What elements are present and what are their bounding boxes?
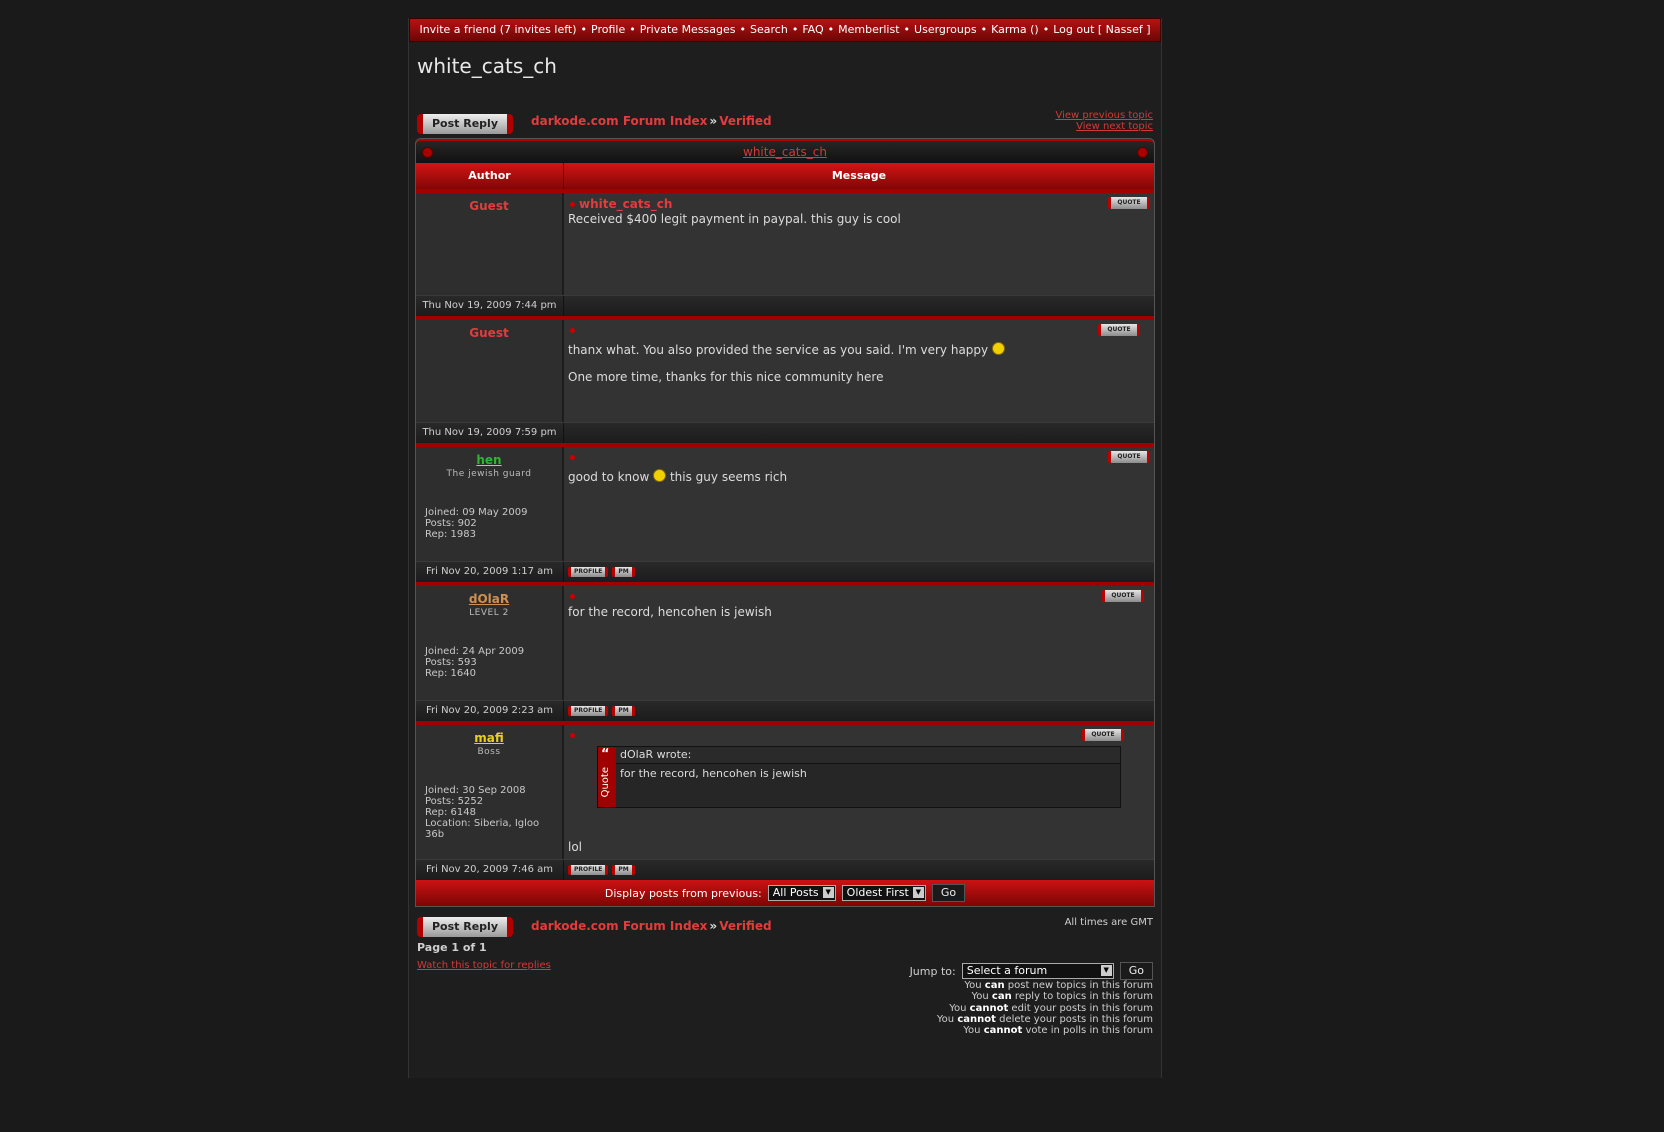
post-reply-button[interactable]: Post Reply	[417, 114, 513, 134]
quote-button[interactable]: QUOTE	[1098, 324, 1140, 336]
topic-navigation	[1055, 110, 1153, 132]
user-posts: Posts: 593	[425, 657, 477, 668]
topic-titlebar	[416, 139, 1154, 163]
display-label: Display posts from previous:	[604, 886, 762, 900]
quote-sidebar	[598, 747, 616, 807]
post-date: Thu Nov 19, 2009 7:44 pm	[416, 296, 564, 316]
permission-line	[937, 1003, 1153, 1014]
user-posts: Posts: 5252	[425, 796, 484, 807]
nav-usergroups[interactable]: Usergroups	[914, 23, 977, 36]
perm-rest: reply to topics in this forum	[1014, 991, 1153, 1003]
jump-forum-value: Select a forum	[966, 964, 1048, 977]
pm-button[interactable]: PM	[612, 567, 634, 577]
view-previous-topic-link[interactable]: View previous topic	[1055, 110, 1153, 121]
jump-forum-select[interactable]	[962, 963, 1114, 979]
user-rank: Boss	[477, 747, 501, 757]
perm-you: You	[971, 991, 989, 1003]
user-info	[425, 785, 553, 840]
post-author-cell	[416, 320, 564, 422]
post-row	[416, 316, 1154, 422]
post-author-cell	[416, 725, 564, 859]
nav-logout[interactable]: Log out [ Nassef ]	[1053, 23, 1151, 36]
post-reply-button-bottom[interactable]: Post Reply	[417, 917, 513, 937]
author-name-text: hen	[476, 453, 502, 467]
post-author-cell	[416, 447, 564, 561]
jump-go-button[interactable]: Go	[1120, 962, 1153, 980]
post-footer	[416, 561, 1154, 582]
post-date: Fri Nov 20, 2009 7:46 am	[416, 860, 564, 880]
pm-button[interactable]: PM	[612, 706, 634, 716]
user-joined: Joined: 09 May 2009	[425, 507, 528, 518]
post-date: Fri Nov 20, 2009 1:17 am	[416, 562, 564, 582]
post-author-name: Guest	[469, 199, 509, 213]
breadcrumb-separator: »	[709, 114, 718, 128]
page-container	[408, 18, 1162, 1078]
display-go-button[interactable]: Go	[932, 884, 965, 902]
jump-to	[910, 962, 1153, 980]
post-row	[416, 189, 1154, 295]
post-bullet-icon	[570, 202, 575, 207]
post-row	[416, 721, 1154, 859]
quote-body	[616, 747, 1120, 807]
timezone-note: All times are GMT	[1064, 917, 1153, 928]
post-text: for the record, hencohen is jewish	[568, 605, 772, 619]
profile-button[interactable]: PROFILE	[568, 567, 608, 577]
breadcrumb	[531, 114, 772, 128]
pm-button[interactable]: PM	[612, 865, 634, 875]
quote-block	[597, 746, 1121, 808]
view-next-topic-link[interactable]: View next topic	[1076, 121, 1153, 132]
top-navigation: Invite a friend (7 invites left) • Profile • Private Messages • Search • FAQ • Memberlist • Usergroups • Karma () • Log out [ Nassef ]	[409, 18, 1161, 42]
post-text: good to know	[568, 470, 650, 484]
post-subject: white_cats_ch	[579, 197, 673, 211]
perm-verb: can	[991, 991, 1012, 1003]
nav-private-messages[interactable]: Private Messages	[639, 23, 736, 36]
post-text: lol	[568, 840, 583, 854]
quote-text: for the record, hencohen is jewish	[620, 767, 807, 780]
user-rank: LEVEL 2	[469, 608, 509, 618]
post-text: this guy seems rich	[669, 470, 788, 484]
post-footer	[416, 700, 1154, 721]
post-author-name[interactable]	[424, 453, 554, 467]
perm-rest: delete your posts in this forum	[999, 1013, 1153, 1025]
grin-smiley-icon	[653, 469, 666, 482]
breadcrumb-verified[interactable]: Verified	[719, 114, 772, 128]
chevron-down-icon: ▼	[1101, 965, 1112, 976]
post-footer	[416, 422, 1154, 443]
nav-karma[interactable]: Karma ()	[991, 23, 1039, 36]
post-order-select[interactable]	[842, 885, 926, 901]
perm-verb: cannot	[983, 1025, 1023, 1037]
table-header	[416, 163, 1154, 189]
perm-you: You	[936, 1013, 955, 1025]
profile-button[interactable]: PROFILE	[568, 706, 608, 716]
post-author-name[interactable]	[424, 592, 554, 606]
permission-line	[937, 1025, 1153, 1036]
user-joined: Joined: 30 Sep 2008	[425, 785, 526, 796]
post-message-cell	[564, 725, 1154, 859]
post-footer	[416, 859, 1154, 880]
breadcrumb-forum-index[interactable]: darkode.com Forum Index	[531, 114, 708, 128]
author-name-text: dOlaR	[468, 592, 510, 606]
author-name-text: mafi	[474, 731, 504, 745]
display-options-row	[416, 880, 1154, 906]
quote-button[interactable]: QUOTE	[1108, 197, 1150, 209]
post-message-cell	[564, 320, 1154, 422]
breadcrumb-bottom	[531, 919, 772, 933]
post-text-line	[568, 343, 1150, 358]
post-author-name: Guest	[469, 326, 509, 340]
profile-button[interactable]: PROFILE	[568, 865, 608, 875]
message-column-header: Message	[831, 169, 887, 182]
post-bullet-icon	[570, 328, 575, 333]
post-bullet-icon	[570, 455, 575, 460]
post-author-name[interactable]	[424, 731, 554, 745]
breadcrumb-verified[interactable]: Verified	[719, 919, 772, 933]
post-order-value: Oldest First	[846, 886, 909, 899]
post-range-select[interactable]	[768, 885, 836, 901]
perm-verb: cannot	[969, 1002, 1009, 1014]
perm-rest: post new topics in this forum	[1007, 980, 1153, 991]
post-message-cell	[564, 193, 1154, 295]
post-footer	[416, 295, 1154, 316]
user-rank: The jewish guard	[446, 469, 532, 479]
quote-button[interactable]: QUOTE	[1102, 590, 1144, 602]
titlebar-right-dot-icon	[1137, 147, 1148, 158]
titlebar-left-dot-icon	[422, 147, 433, 158]
jump-label: Jump to:	[909, 964, 956, 978]
quote-label: Quote	[600, 767, 611, 798]
breadcrumb-forum-index[interactable]: darkode.com Forum Index	[531, 919, 708, 933]
posts-table	[415, 138, 1155, 907]
post-range-value: All Posts	[772, 886, 819, 899]
post-author-cell	[416, 586, 564, 700]
post-date: Fri Nov 20, 2009 2:23 am	[416, 701, 564, 721]
post-text: Received $400 legit payment in paypal. this guy is cool	[568, 212, 901, 226]
perm-you: You	[963, 1025, 981, 1037]
author-column-header: Author	[416, 163, 564, 189]
permission-line	[937, 991, 1153, 1002]
chevron-down-icon: ▼	[823, 887, 834, 898]
post-date: Thu Nov 19, 2009 7:59 pm	[416, 423, 564, 443]
post-text: One more time, thanks for this nice community here	[568, 370, 884, 384]
perm-rest: edit your posts in this forum	[1011, 1002, 1153, 1014]
watch-topic-link[interactable]: Watch this topic for replies	[417, 960, 551, 971]
post-row	[416, 443, 1154, 561]
perm-rest: vote in polls in this forum	[1025, 1025, 1153, 1037]
user-rep: Rep: 1640	[425, 668, 476, 679]
perm-verb: cannot	[957, 1013, 996, 1025]
perm-verb: can	[984, 980, 1005, 991]
perm-you: You	[949, 1002, 967, 1014]
post-bullet-icon	[570, 594, 575, 599]
permission-line	[937, 1014, 1153, 1025]
user-posts: Posts: 902	[425, 518, 477, 529]
nav-faq[interactable]: FAQ	[802, 23, 824, 36]
nav-memberlist[interactable]: Memberlist	[838, 23, 900, 36]
post-text-line	[568, 470, 1150, 485]
post-text: thanx what. You also provided the service as you said. I'm very happy	[568, 343, 989, 357]
permissions	[937, 980, 1153, 1036]
page-count: Page 1 of 1	[417, 941, 487, 954]
breadcrumb-separator: »	[709, 919, 718, 933]
user-info	[425, 646, 524, 679]
page-title: white_cats_ch	[417, 54, 557, 78]
user-info	[425, 507, 527, 540]
quote-author: dOlaR wrote:	[616, 747, 1120, 764]
nav-profile[interactable]: Profile	[591, 23, 626, 36]
chevron-down-icon: ▼	[913, 887, 924, 898]
happy-smiley-icon	[992, 342, 1005, 355]
user-rep: Rep: 1983	[425, 529, 476, 540]
quote-marks-icon: “	[601, 747, 610, 762]
nav-invite[interactable]: Invite a friend (7 invites left)	[419, 23, 577, 36]
post-message-cell	[564, 586, 1154, 700]
user-rep: Rep: 6148	[425, 807, 476, 818]
user-location: Location: Siberia, Igloo 36b	[425, 818, 540, 840]
topic-title-link[interactable]: white_cats_ch	[743, 145, 827, 159]
post-bullet-icon	[570, 733, 575, 738]
user-joined: Joined: 24 Apr 2009	[425, 646, 525, 657]
quote-button[interactable]: QUOTE	[1108, 451, 1150, 463]
quote-button[interactable]: QUOTE	[1082, 729, 1124, 741]
post-message-cell	[564, 447, 1154, 561]
nav-search[interactable]: Search	[750, 23, 788, 36]
permission-line	[937, 980, 1153, 991]
post-row	[416, 582, 1154, 700]
perm-you: You	[964, 980, 982, 991]
post-author-cell	[416, 193, 564, 295]
